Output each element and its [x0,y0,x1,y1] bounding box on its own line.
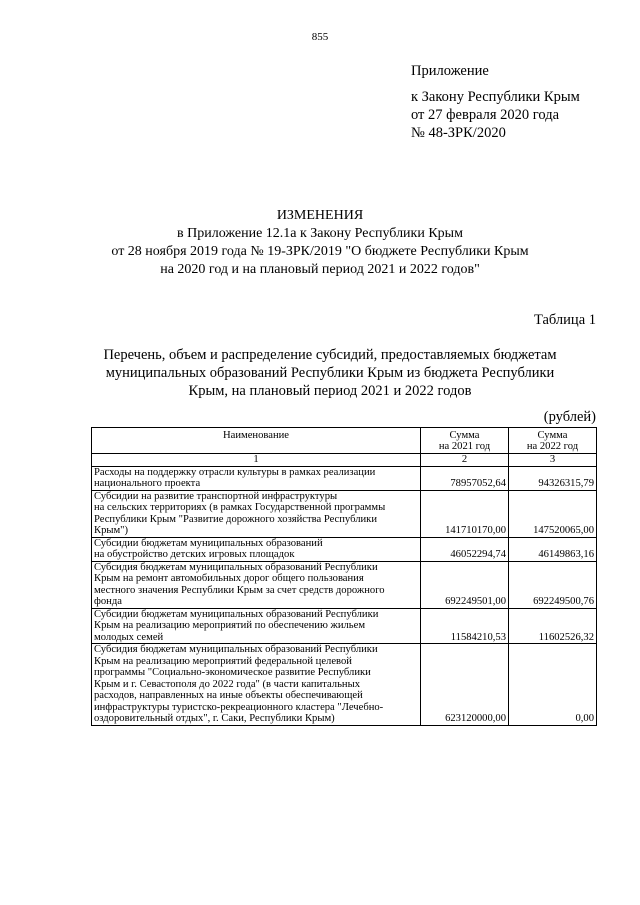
table-row [92,466,597,490]
heading-title: ИЗМЕНЕНИЯ [276,208,364,223]
subsidy-name-line: Субсидии бюджетам муниципальных образований Республики [94,608,379,620]
amount-2021: 46052294,74 [421,537,509,561]
header-sum-2021: Сумма на 2021 год [421,428,509,454]
subsidy-name [92,537,421,561]
appendix-gap [411,80,580,88]
subsidy-name [92,608,421,644]
subsidy-name-line: национального проекта [94,478,201,489]
subsidy-name-line: Крым") [94,525,129,536]
subsidy-name-line: Субсидия бюджетам муниципальных образований Республики [94,561,378,573]
subsidy-name [92,490,421,537]
heading-line: от 28 ноября 2019 года № 19-ЗРК/2019 "О бюджете Республики Крым [111,244,529,259]
table-body [92,466,597,725]
subsidy-name-line: расходов, направленных на иные объекты обеспечивающей [94,690,363,701]
amount-2021: 692249501,00 [421,561,509,608]
header-sum-2022: Сумма на 2022 год [509,428,597,454]
subsidy-name-line: программы "Социально-экономическое развитие Республики [94,667,371,678]
appendix-line: от 27 февраля 2020 года [411,107,560,123]
subsidy-name-line: Крым на реализацию мероприятий по обеспечению жильем [94,620,366,631]
subtitle-line: Перечень, объем и распределение субсидий, предоставляемых бюджетам [103,347,557,363]
table-row [92,537,597,561]
subsidy-name [92,644,421,726]
table-header-row [92,428,597,454]
column-number: 2 [421,454,509,467]
subsidy-name-line: оздоровительный отдых", г. Саки, Республики Крым) [94,713,335,724]
table-subtitle [80,346,580,400]
subsidy-name-line: инфраструктуры туристско-рекреационного кластера "Лечебно- [94,701,384,713]
table-row [92,490,597,537]
table-label: Таблица 1 [533,312,596,328]
table-row [92,561,597,608]
subsidy-name-line: Крым и г. Севастополя до 2022 года" (в части капитальных [94,678,360,690]
appendix-line: № 48-ЗРК/2020 [411,125,506,141]
subsidy-name-line: Субсидии на развитие транспортной инфраструктуры [94,490,338,502]
heading-line: на 2020 год и на плановый период 2021 и 2022 годов" [160,262,480,277]
subsidy-name-line: на обустройство детских игровых площадок [94,549,295,560]
header-name: Наименование [92,428,421,454]
subsidy-name-line: Крым на ремонт автомобильных дорог общего пользования [94,573,364,584]
subsidy-name-line: Субсидии бюджетам муниципальных образований [94,537,323,549]
subsidy-name [92,561,421,608]
appendix-title: Приложение [411,63,489,79]
amount-2021: 11584210,53 [421,608,509,644]
subsidy-name-line: молодых семей [94,631,164,643]
column-number-row [92,454,597,467]
unit-label: (рублей) [543,409,596,425]
column-number: 3 [509,454,597,467]
appendix-line: к Закону Республики Крым [411,89,580,105]
page-number: 855 [311,31,329,43]
amount-2021: 623120000,00 [421,644,509,726]
amount-2022: 692249500,76 [509,561,597,608]
subsidy-name-line: Субсидия бюджетам муниципальных образований Республики [94,644,378,655]
amount-2022: 147520065,00 [509,490,597,537]
subsidy-name-line: на сельских территориях (в рамках Государственной программы [94,502,386,513]
amount-2021: 141710170,00 [421,490,509,537]
subsidy-name-line: фонда [94,596,122,607]
subtitle-line: муниципальных образований Республики Крым из бюджета Республики [105,365,555,381]
amount-2022: 94326315,79 [509,466,597,490]
document-heading [0,207,640,279]
subsidy-name [92,466,421,490]
column-number: 1 [92,454,421,467]
amount-2022: 46149863,16 [509,537,597,561]
subsidy-name-line: местного значения Республики Крым за счет средств дорожного [94,584,385,596]
subsidies-table [91,427,597,726]
amount-2021: 78957052,64 [421,466,509,490]
amount-2022: 11602526,32 [509,608,597,644]
subsidy-name-line: Республики Крым "Развитие дорожного хозяйства Республики [94,513,377,525]
subtitle-line: Крым, на плановый период 2021 и 2022 годов [188,383,472,399]
table-row [92,644,597,726]
amount-2022: 0,00 [509,644,597,726]
table-row [92,608,597,644]
subsidy-name-line: Крым на реализацию мероприятий федеральной целевой [94,655,352,667]
heading-line: в Приложение 12.1а к Закону Республики Крым [177,226,463,241]
subsidy-name-line: Расходы на поддержку отрасли культуры в рамках реализации [94,466,376,478]
appendix-block [411,62,580,142]
